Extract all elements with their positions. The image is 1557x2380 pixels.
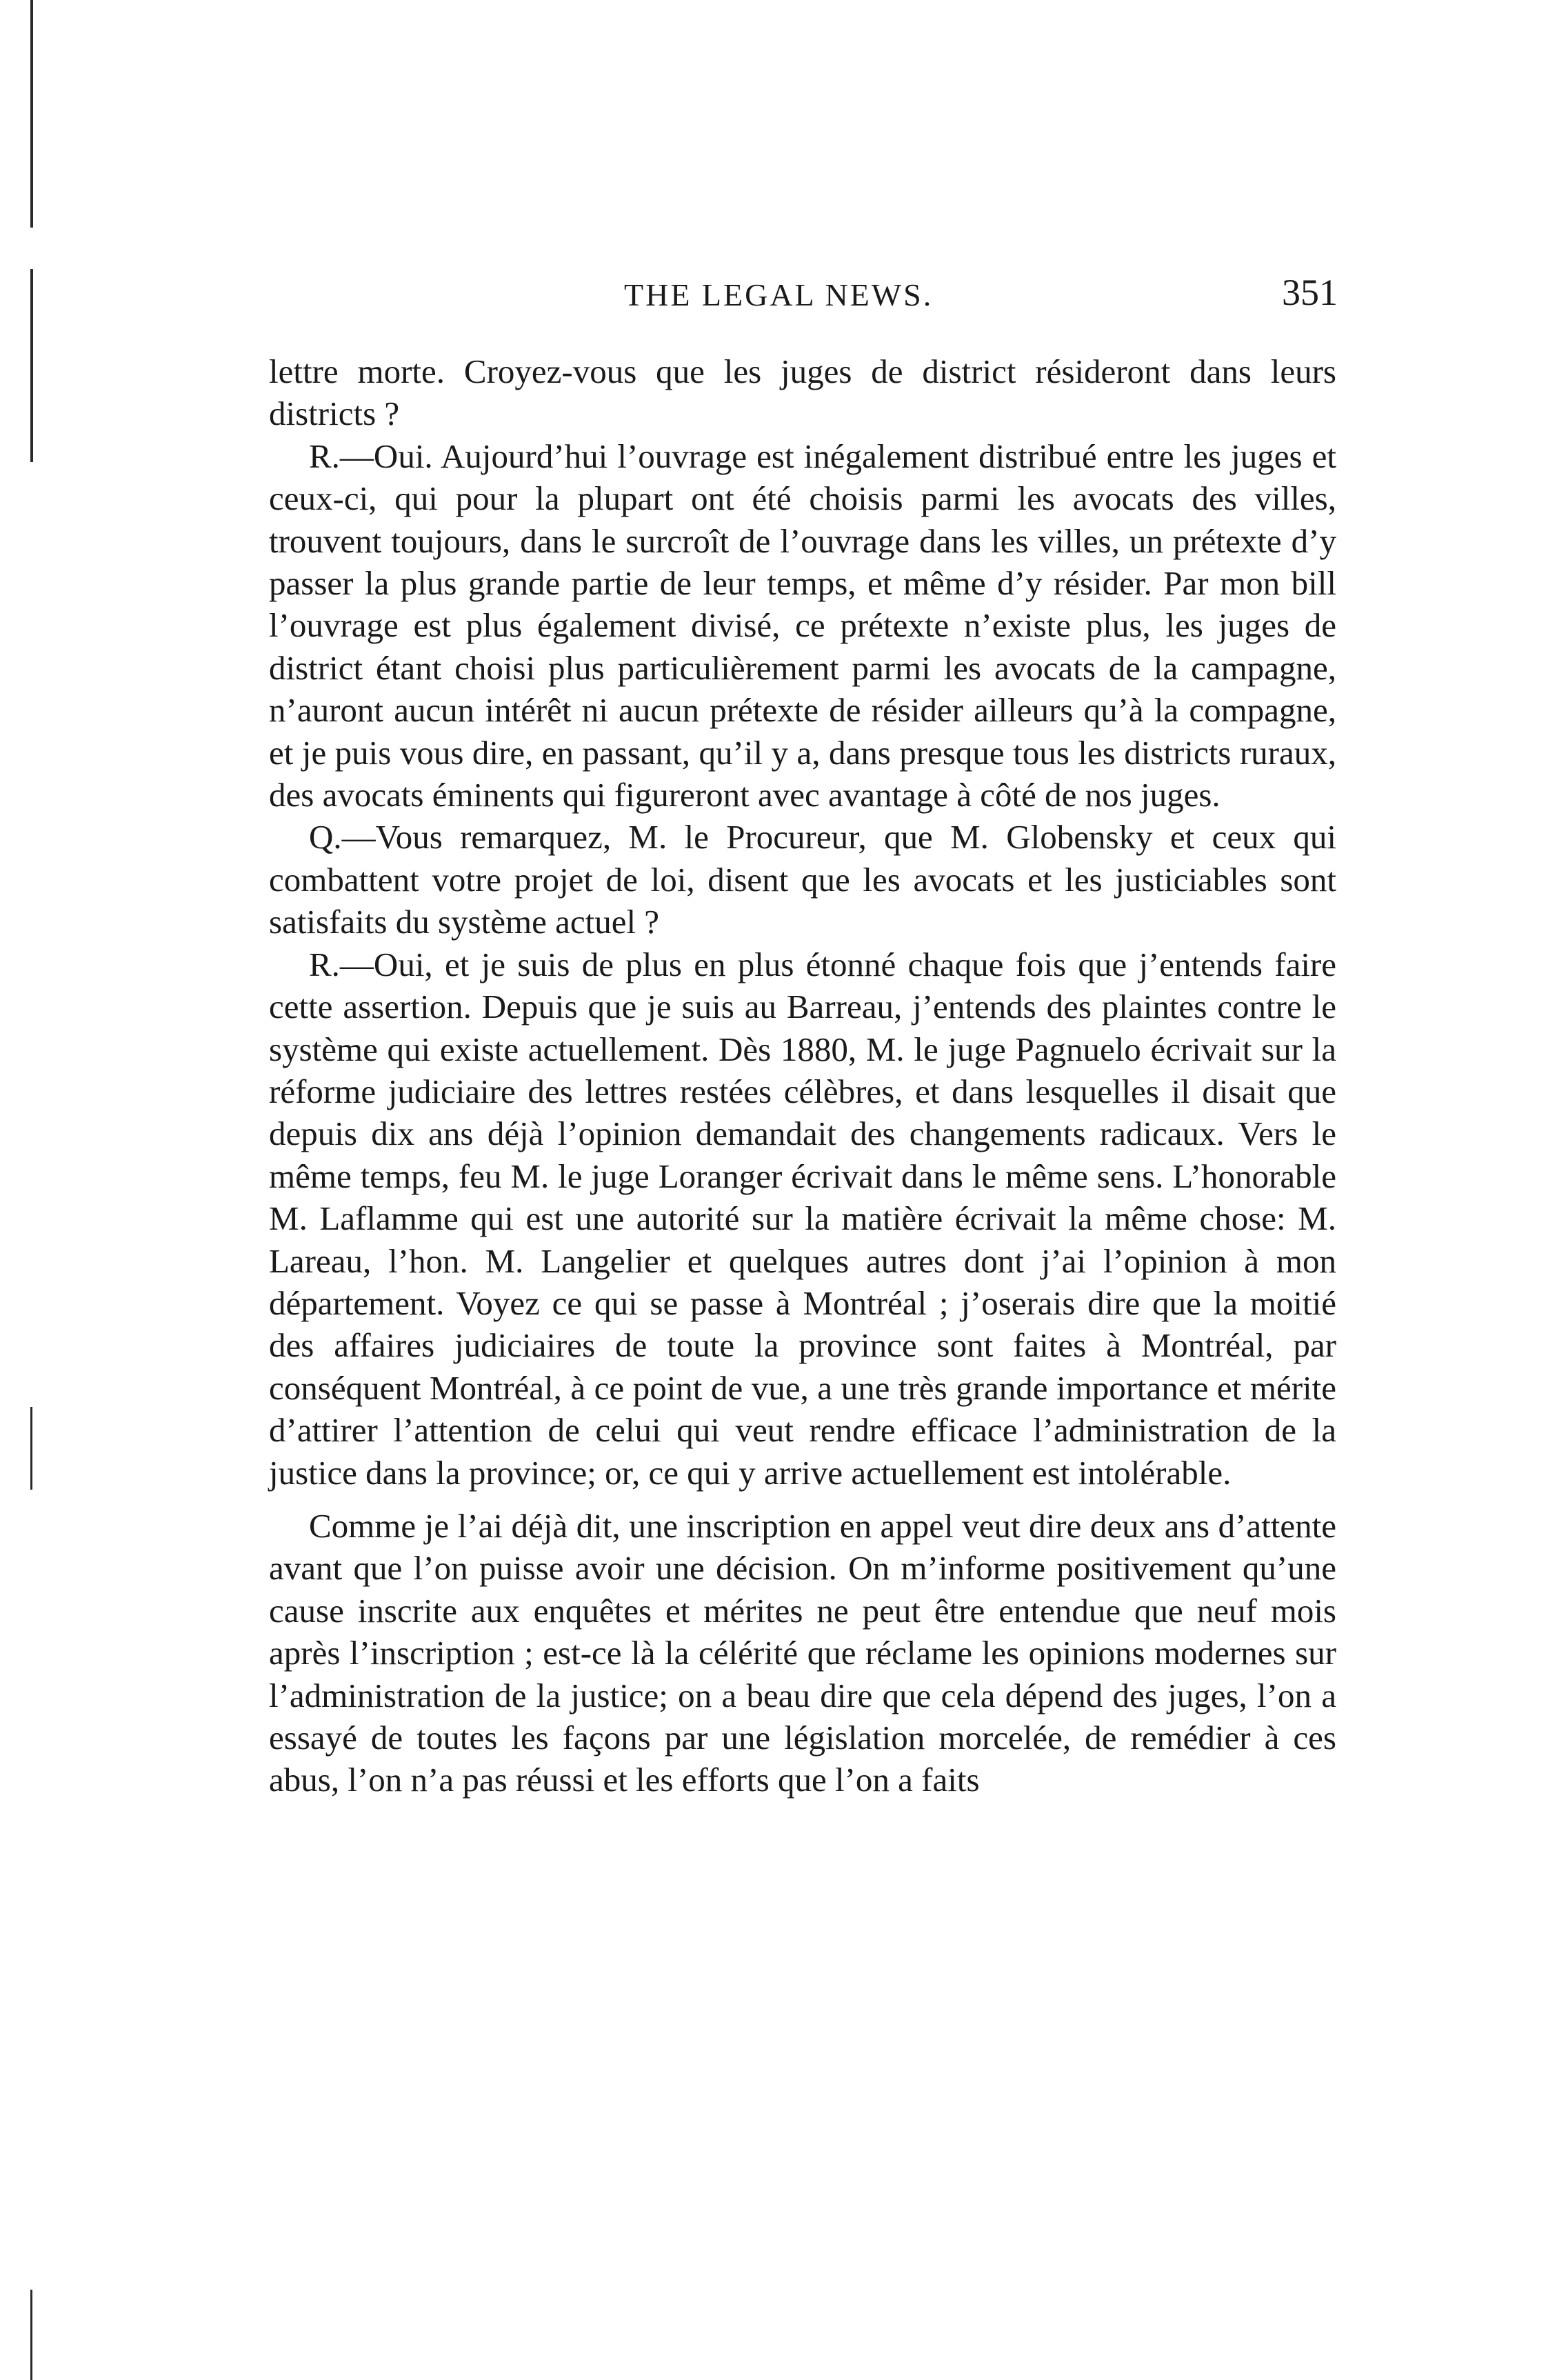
page-header [265, 270, 1338, 319]
scan-edge-mark [30, 2290, 32, 2380]
scan-edge-mark [30, 269, 33, 462]
paragraph: Q.—Vous remarquez, M. le Procureur, que M. Globensky et ceux qui combattent votre projet de loi, disent que les avocats et les justiciables sont satisfaits du système actuel ? [269, 818, 1336, 941]
scan-edge-mark [30, 1407, 32, 1490]
running-title: THE LEGAL NEWS. [624, 277, 934, 312]
paragraph: lettre morte. Croyez-vous que les juges de district résideront dans leurs districts ? [269, 352, 1336, 433]
paragraph: R.—Oui. Aujourd’hui l’ouvrage est inégalement distribué entre les juges et ceux-ci, qui pour la plupart ont été choisis parmi les avocats des villes, trouvent toujours, dans le surcroît de l’ouvrage dans les villes, un prétexte d’y passer la plus grande partie de leur temps, et même d’y résider. Par mon bill l’ouvrage est plus également divisé, ce prétexte n’existe plus, les juges de district étant choisi plus particulièrement parmi les avocats de la campagne, n’auront aucun intérêt ni aucun prétexte de résider ailleurs qu’à la compagne, et je puis vous dire, en passant, qu’il y a, dans presque tous les districts ruraux, des avocats éminents qui figureront avec avantage à côté de nos juges. [269, 437, 1336, 814]
paragraph: R.—Oui, et je suis de plus en plus étonné chaque fois que j’entends faire cette assertion. Depuis que je suis au Barreau, j’entends des plaintes contre le système qui existe actuellement. Dès 1880, M. le juge Pagnuelo écrivait sur la réforme judiciaire des lettres restées célèbres, et dans lesquelles il disait que depuis dix ans déjà l’opinion demandait des changements radicaux. Vers le même temps, feu M. le juge Loranger écrivait dans le même sens. L’honorable M. Laflamme qui est une autorité sur la matière écrivait la même chose: M. Lareau, l’hon. M. Langelier et quelques autres dont j’ai l’opinion à mon département. Voyez ce qui se passe à Montréal ; j’oserais dire que la moitié des affaires judiciaires de toute la province sont faites à Montréal, par conséquent Montréal, à ce point de vue, a une très grande importance et mérite d’attirer l’attention de celui qui veut rendre efficace l’administration de la justice dans la province; or, ce qui y arrive actuellement est intolérable. [269, 945, 1336, 1492]
body-text [269, 350, 1336, 1801]
page-number: 351 [1282, 272, 1338, 313]
scan-edge-mark [30, 0, 33, 228]
paragraph: Comme je l’ai déjà dit, une inscription en appel veut dire deux ans d’attente avant que l’on puisse avoir une décision. On m’informe positivement qu’une cause inscrite aux enquêtes et mérites ne peut être entendue que neuf mois après l’inscription ; est-ce là la célérité que réclame les opinions modernes sur l’administration de la justice; on a beau dire que cela dépend des juges, l’on a essayé de toutes les façons par une législation morcelée, de remédier à ces abus, l’on n’a pas réussi et les efforts que l’on a faits [269, 1506, 1336, 1799]
